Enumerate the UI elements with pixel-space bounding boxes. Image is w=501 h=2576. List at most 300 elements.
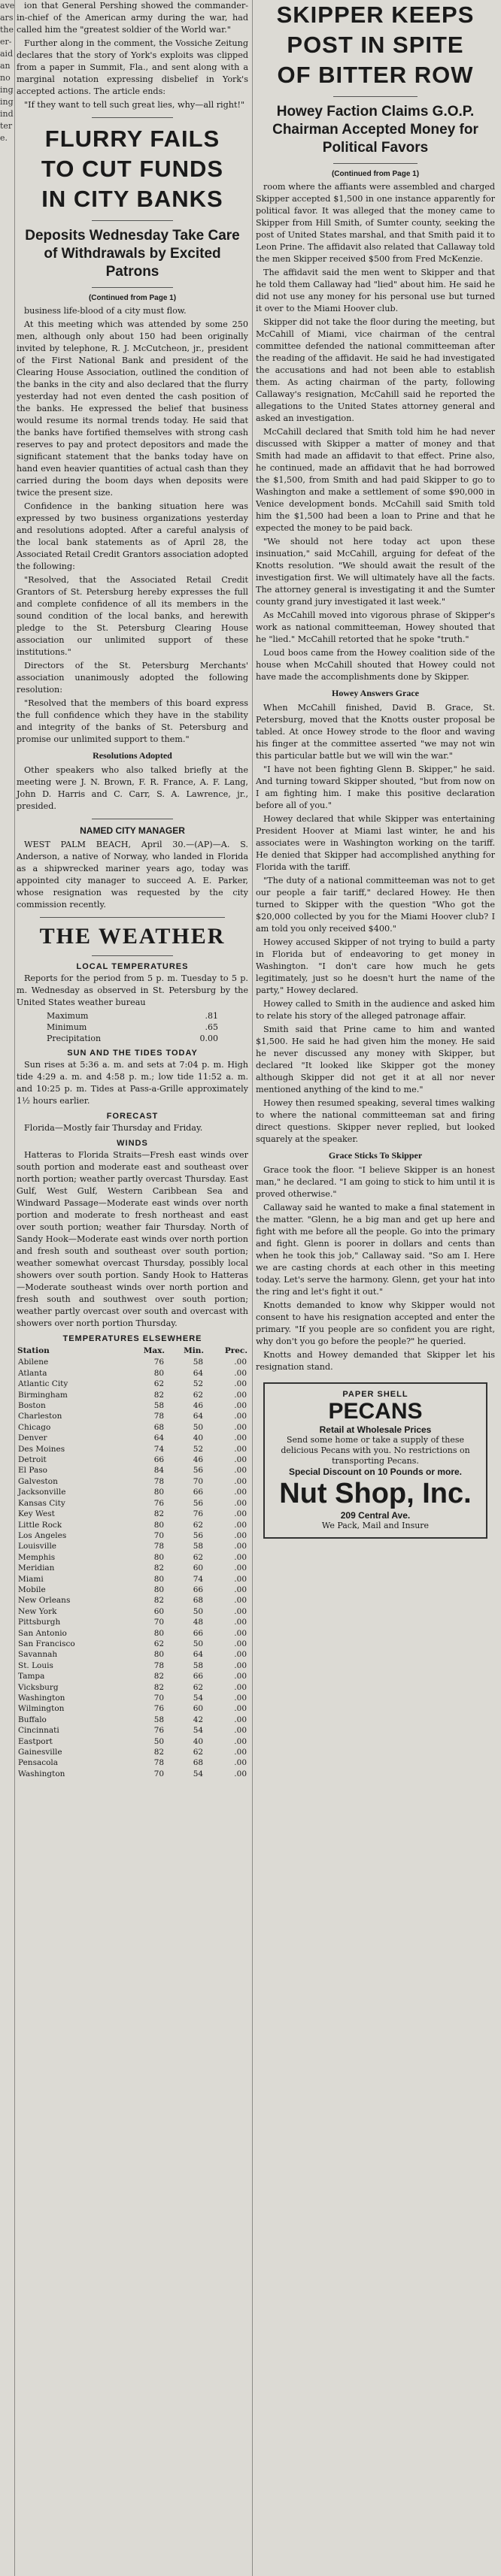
table-row [17, 1660, 248, 1671]
table-cell: St. Louis [18, 1660, 53, 1670]
table-cell: Pensacola [18, 1758, 59, 1768]
table-cell: .00 [234, 1736, 247, 1746]
paragraph: Directors of the St. Petersburg Merchants' association unanimously adopted the following resolution: [17, 661, 248, 695]
table-cell: Abilene [18, 1358, 49, 1367]
table-cell: .00 [234, 1520, 247, 1530]
paragraph: As McCahill moved into vigorous phrase of Skipper's work as national committeeman, Howey shouted that he "lied." McCahill retorted that he spoke "truth." [256, 610, 495, 644]
table-cell: Birmingham [18, 1390, 68, 1400]
table-row [17, 1411, 248, 1421]
table-cell: Denver [18, 1433, 47, 1443]
table-cell: 64 [193, 1412, 204, 1421]
table-cell: Washington [18, 1769, 65, 1778]
table-cell: .00 [234, 1390, 247, 1400]
flurry-article-body [17, 305, 248, 746]
table-cell: 78 [153, 1542, 165, 1551]
table-cell: Mobile [18, 1585, 46, 1594]
stub-line: ing [0, 85, 14, 95]
table-row [17, 1400, 248, 1411]
table-cell: 66 [193, 1488, 204, 1497]
table-row [17, 1628, 248, 1639]
skipper-article-body-b [256, 702, 495, 1146]
paragraph: "We should not here today act upon these insinuation," said McCahill, arguing for defeat of the Knotts resolution. "We should await the result of the investigation first. We will ultimately have all the facts. The attorney general is investigating it and the Sumter county grand jury investigated it last week." [256, 537, 495, 607]
ad-address: 209 Central Ave. [340, 1510, 411, 1521]
table-cell: San Francisco [18, 1639, 75, 1648]
paragraph: business life-blood of a city must flow. [24, 306, 187, 316]
winds-body: Hatteras to Florida Straits—Fresh east winds over south portion and moderate east and southeast over north portion; weather partly overcast Thursday. East Gulf, West Gulf, Western Caribbean Sea and Windward Passage—Moderate east winds over north portion and moderate to fresh northeast and east over south portion; weather fair Thursday. North of Sandy Hook—Moderate east winds over north portion and fresh south and southeast over south portion; weather somewhat overcast Thursday, possibly local showers over south portion. Sandy Hook to Hatteras—Moderate southeast winds over north portion and fresh south and southwest over south portion; weather partly overcast over south and overcast with showers over north portion Thursday. [17, 1150, 248, 1328]
column-rule-left [14, 0, 15, 2576]
table-cell: Miami [18, 1574, 44, 1584]
local-temps-head: LOCAL TEMPERATURES [76, 962, 189, 971]
table-cell: Los Angeles [18, 1530, 67, 1540]
stub-line: ter [0, 121, 13, 131]
divider [40, 917, 225, 918]
table-row [17, 1671, 248, 1682]
table-cell: .00 [234, 1660, 247, 1670]
table-cell: Detroit [18, 1455, 47, 1465]
table-cell: 66 [153, 1455, 165, 1465]
paragraph: WEST PALM BEACH, April 30.—(AP)—A. S. Anderson, a native of Norway, who landed in Florida as a shipwrecked mariner years ago, today was appointed city manager to succeed A. E. Parker, whose resignation was requested by the city commission recently. [17, 840, 248, 910]
headline-line: FLURRY FAILS [44, 126, 220, 152]
table-cell: .00 [234, 1574, 247, 1584]
table-row [17, 1433, 248, 1443]
weather-title: THE WEATHER [39, 924, 226, 949]
middle-column [17, 0, 248, 2576]
table-row [17, 1757, 248, 1768]
table-cell: .00 [234, 1422, 247, 1432]
table-cell: Tampa [18, 1672, 45, 1682]
table-row [17, 1465, 248, 1476]
table-cell: 50 [193, 1422, 204, 1432]
flurry-headline [17, 124, 248, 214]
flurry-subhead: Deposits Wednesday Take Care of Withdrawals by Excited Patrons [25, 228, 240, 280]
table-cell: 70 [153, 1769, 165, 1778]
table-row [17, 1736, 248, 1747]
temp-stats [17, 1010, 248, 1044]
table-cell: 58 [193, 1660, 204, 1670]
table-cell: 80 [153, 1368, 165, 1378]
table-cell: .00 [234, 1650, 247, 1660]
table-cell: 70 [153, 1618, 165, 1627]
table-row [17, 1422, 248, 1433]
resolutions-paragraph: Other speakers who also talked briefly at the meeting were J. N. Brown, F. R. France, A. F. Lang, John D. Harris and C. Carr, S. A. Lawrence, jr., presided. [17, 765, 248, 811]
sun-tides-head: SUN AND THE TIDES TODAY [67, 1049, 198, 1058]
stub-line: the [0, 25, 14, 35]
skipper-article-body-a [256, 181, 495, 683]
resolutions-subhead: Resolutions Adopted [93, 750, 172, 761]
table-cell: .00 [234, 1488, 247, 1497]
continued-line: (Continued from Page 1) [331, 170, 420, 178]
table-cell: 40 [193, 1433, 204, 1443]
table-cell: Atlantic City [18, 1379, 68, 1389]
column-header: Prec. [224, 1346, 247, 1355]
paragraph: Confidence in the banking situation here was expressed by two business organizations yesterday and resolutions adopted. After a careful analysis of the local bank statements as of April 28, the Associated Retail Credit Grantors association adopted the following: [17, 501, 248, 571]
table-cell: 80 [153, 1585, 165, 1594]
table-cell: 74 [153, 1444, 165, 1454]
divider [333, 163, 417, 164]
table-cell: .00 [234, 1358, 247, 1367]
table-cell: 60 [193, 1704, 204, 1714]
stub-line: no [0, 73, 11, 83]
table-cell: 80 [153, 1488, 165, 1497]
table-cell: .00 [234, 1758, 247, 1768]
table-cell: Savannah [18, 1650, 58, 1660]
table-cell: .00 [234, 1476, 247, 1486]
table-cell: 40 [193, 1736, 204, 1746]
table-cell: 58 [153, 1715, 165, 1724]
paragraph: room where the affiants were assembled and charged Skipper accepted $1,500 in one instance apparently for political favor. It was alleged that the money came to Skipper from Hill Smith, of Sumter county, seeking the post of United States marshal, and that Smith paid it to Leon Prine. The affidavit also related that Callaway told the men Skipper received $500 from Fred McKenzie. [256, 182, 495, 264]
table-cell: New Orleans [18, 1596, 71, 1606]
stub-line: ars [0, 13, 14, 23]
table-row [17, 1379, 248, 1389]
table-row [17, 1606, 248, 1617]
headline-line: OF BITTER ROW [277, 62, 474, 88]
table-cell: 66 [193, 1672, 204, 1682]
table-cell: 76 [153, 1358, 165, 1367]
sun-tides-body: Sun rises at 5:36 a. m. and sets at 7:04 p. m. High tide 4:29 a. m. and 4:58 p. m.; low tide 11:52 a. m. and 10:25 p. m. Tides at Pass-a-Grille approximately 1½ hours earlier. [17, 1060, 248, 1106]
stub-line: ind [0, 109, 14, 119]
table-row [17, 1357, 248, 1367]
table-cell: San Antonio [18, 1628, 67, 1638]
paragraph: The affidavit said the men went to Skipper and that he told them Callaway had "lied" about him. He said he did not use any money for his personal use but turned it over to the Miami Hoover club. [256, 268, 495, 313]
paragraph: Howey accused Skipper of not trying to build a party in Florida but of endeavoring to get money in Washington. "I don't care how much he gets legitimately, just so he doesn't hurt the name of the party," Howey declared. [256, 937, 495, 995]
table-cell: .00 [234, 1444, 247, 1454]
table-cell: 70 [153, 1694, 165, 1703]
table-cell: 80 [153, 1552, 165, 1562]
table-cell: 78 [153, 1412, 165, 1421]
table-cell: Cincinnati [18, 1726, 59, 1736]
paragraph: "I have not been fighting Glenn B. Skipper," he said. And turning toward Skipper shouted, "but from now on I am fighting him. I make this positive declaration before all of you." [256, 764, 495, 810]
table-cell: Meridian [18, 1563, 55, 1573]
table-cell: .00 [234, 1748, 247, 1757]
table-cell: .00 [234, 1368, 247, 1378]
table-cell: .00 [234, 1606, 247, 1616]
table-cell: 62 [153, 1639, 165, 1648]
table-cell: 50 [193, 1639, 204, 1648]
table-row [17, 1703, 248, 1714]
table-cell: 52 [193, 1379, 204, 1389]
table-cell: 80 [153, 1628, 165, 1638]
table-cell: 76 [193, 1509, 204, 1519]
table-row [17, 1715, 248, 1725]
continued-line: (Continued from Page 1) [88, 294, 177, 302]
table-row [17, 1520, 248, 1530]
table-cell: 48 [193, 1618, 204, 1627]
table-row [17, 1368, 248, 1379]
column-header: Min. [184, 1346, 205, 1355]
table-cell: El Paso [18, 1466, 47, 1476]
paragraph: McCahill declared that Smith told him he had never discussed with Skipper a matter of money and that Smith had made an affidavit to that effect. Prine also, he continued, made an affidavit that he had borrowed the $1,500, from Smith and had paid Skipper to go to Washington and make a settlement of some $90,000 in Venice development bonds. McCahill said Smith told him the $1,500 had been a loan to Prine and that he expected the money to be paid back. [256, 427, 495, 533]
table-cell: .00 [234, 1466, 247, 1476]
right-column [256, 0, 495, 2576]
table-cell: 80 [153, 1574, 165, 1584]
divider [92, 220, 173, 221]
table-cell: 82 [153, 1390, 165, 1400]
stub-lines [0, 0, 15, 143]
table-row [17, 1487, 248, 1497]
table-cell: .00 [234, 1585, 247, 1594]
table-cell: Chicago [18, 1422, 51, 1432]
table-cell: 82 [153, 1672, 165, 1682]
divider [92, 287, 173, 288]
table-cell: 62 [193, 1748, 204, 1757]
york-story-continuation [17, 0, 248, 111]
table-cell: 82 [153, 1509, 165, 1519]
table-cell: Memphis [18, 1552, 56, 1562]
table-cell: 62 [193, 1682, 204, 1692]
table-cell: .00 [234, 1563, 247, 1573]
table-row [17, 1639, 248, 1649]
table-cell: 68 [193, 1758, 204, 1768]
paragraph: Further along in the comment, the Vossiche Zeitung declares that the story of York's exploits was clipped from a paper in Summit, Fla., and sent along with a marginal notation expressing disbelief in York's accepted actions. The article ends: [17, 38, 248, 96]
skipper-article-body-c [256, 1164, 495, 1373]
table-row [17, 1585, 248, 1595]
table-cell: Galveston [18, 1476, 58, 1486]
ad-retail: Retail at Wholesale Prices [319, 1424, 432, 1435]
table-cell: 78 [153, 1660, 165, 1670]
table-cell: 56 [193, 1530, 204, 1540]
table-cell: .00 [234, 1769, 247, 1778]
table-cell: 76 [153, 1704, 165, 1714]
table-row [17, 1498, 248, 1509]
table-cell: 74 [193, 1574, 204, 1584]
table-cell: .00 [234, 1412, 247, 1421]
table-cell: Gainesville [18, 1748, 62, 1757]
city-manager-body [17, 839, 248, 911]
ad-pecans: PECANS [328, 1399, 423, 1424]
temp-stat-value: .81 [205, 1011, 218, 1021]
paragraph: Howey called to Smith in the audience and asked him to relate his story of the alleged patronage affair. [256, 999, 495, 1021]
skipper-headline [256, 0, 495, 90]
table-cell: 80 [153, 1520, 165, 1530]
city-manager-headline: NAMED CITY MANAGER [80, 825, 185, 836]
ad-special: Special Discount on 10 Pounds or more. [288, 1467, 463, 1477]
table-cell: .00 [234, 1509, 247, 1519]
temps-elsewhere-head: TEMPERATURES ELSEWHERE [62, 1334, 202, 1343]
table-cell: Jacksonville [18, 1488, 66, 1497]
table-cell: 64 [193, 1368, 204, 1378]
table-row [17, 1725, 248, 1736]
table-cell: .00 [234, 1726, 247, 1736]
table-cell: 54 [193, 1726, 204, 1736]
divider [92, 117, 173, 118]
table-cell: Charleston [18, 1412, 62, 1421]
paragraph: Callaway said he wanted to make a final statement in the matter. "Glenn, he a big man and get up here and fight with me before all the people. Go into the primary and fight. Glenn is poorer in dollars and cents than when he took this job," Callaway said. "So am I. Here we are casting chords at each other in this meeting today. Let's serve the harmony. Glenn, get your hat into the ring and let's fight it out." [256, 1203, 495, 1297]
winds-head: WINDS [117, 1139, 148, 1148]
table-cell: .00 [234, 1498, 247, 1508]
paragraph: Howey then resumed speaking, several times walking to where the national committeeman sat and firing direct questions. Skipper never replied, but looked squarely at the speaker. [256, 1098, 495, 1144]
skipper-subhead: Howey Faction Claims G.O.P. Chairman Accepted Money for Political Favors [272, 104, 478, 156]
table-cell: 64 [153, 1433, 165, 1443]
table-row [17, 1530, 248, 1541]
stub-line: ave [0, 1, 15, 11]
table-cell: Eastport [18, 1736, 53, 1746]
table-row [17, 1390, 248, 1400]
headline-line: SKIPPER KEEPS [276, 2, 475, 28]
table-cell: .00 [234, 1704, 247, 1714]
table-cell: 54 [193, 1769, 204, 1778]
table-header-row [17, 1345, 248, 1357]
table-cell: 76 [153, 1498, 165, 1508]
table-cell: 54 [193, 1694, 204, 1703]
table-cell: 42 [193, 1715, 204, 1724]
table-cell: .00 [234, 1682, 247, 1692]
table-row [17, 1454, 248, 1465]
local-temps-body: Reports for the period from 5 p. m. Tuesday to 5 p. m. Wednesday as observed in St. Petersburg by the United States weather bureau [17, 973, 248, 1007]
table-row [17, 1747, 248, 1757]
stub-line: ing [0, 97, 14, 107]
temp-stat-row [17, 1022, 248, 1033]
table-cell: 46 [193, 1401, 204, 1411]
table-cell: 58 [153, 1401, 165, 1411]
table-cell: 84 [153, 1466, 165, 1476]
table-cell: .00 [234, 1628, 247, 1638]
table-row [17, 1541, 248, 1551]
temp-stat-row [17, 1033, 248, 1044]
headline-line: POST IN SPITE [287, 32, 464, 58]
table-cell: Washington [18, 1694, 65, 1703]
table-cell: Boston [18, 1401, 46, 1411]
table-cell: .00 [234, 1639, 247, 1648]
paragraph: Howey declared that while Skipper was entertaining President Hoover at Miami last winter, he and his associates were in Washington working on the tariff. He denied that Skipper had accomplished anything for Florida with the tariff. [256, 814, 495, 872]
table-cell: 58 [193, 1358, 204, 1367]
table-cell: 68 [193, 1596, 204, 1606]
paragraph: Loud boos came from the Howey coalition side of the house when McCahill shouted that Howey could not have made the accomplishments done by Skipper. [256, 648, 495, 682]
table-cell: 78 [153, 1758, 165, 1768]
table-cell: 70 [153, 1530, 165, 1540]
forecast-head: FORECAST [106, 1112, 159, 1121]
paragraph: Skipper did not take the floor during the meeting, but McCahill of Miami, vice chairman of the central committee defended the national committeeman after the reading of the affidavit. He said he had investigated the accusations and had not been able to establish them. As acting chairman of the party, following Callaway's resignation, McCahill said he reported the allegations to the United States attorney general and asked an investigation. [256, 317, 495, 423]
table-cell: 78 [153, 1476, 165, 1486]
table-row [17, 1649, 248, 1660]
paragraph: ion that General Pershing showed the commander-in-chief of the American army during the war, had called him the "greatest soldier of the World war." [17, 1, 248, 35]
stub-line: an [0, 61, 11, 71]
table-cell: Pittsburgh [18, 1618, 61, 1627]
table-cell: .00 [234, 1542, 247, 1551]
table-cell: 60 [153, 1606, 165, 1616]
table-row [17, 1595, 248, 1606]
paragraph: "The duty of a national committeeman was not to get our people a fair tariff," declared Howey. He then turned to Skipper with the question "Who got the $20,000 collected by you for the Miami Hoover club? I am told you only received $400." [256, 876, 495, 934]
table-row [17, 1476, 248, 1487]
table-cell: 56 [193, 1466, 204, 1476]
table-cell: .00 [234, 1694, 247, 1703]
table-row [17, 1509, 248, 1519]
paragraph: "Resolved, that the Associated Retail Credit Grantors of St. Petersburg hereby expresses the full and complete confidence of all its members in the sound condition of the local banks, and herewith pledge to the St. Petersburg Clearing House association our unlimited support of these institutions." [17, 575, 248, 657]
column-header: Station [17, 1346, 50, 1355]
temp-stat-value: 0.00 [199, 1034, 218, 1043]
paragraph: When McCahill finished, David B. Grace, St. Petersburg, moved that the Knotts ouster proposal be tabled. At once Howey strode to the floor and waving his finger at the committee asserted "we may not win this particular battle but we will win the war." [256, 703, 495, 761]
table-row [17, 1552, 248, 1563]
temp-stat-label: Precipitation [47, 1034, 102, 1043]
table-body [17, 1357, 248, 1779]
headline-line: TO CUT FUNDS [41, 156, 224, 182]
column-header: Max. [143, 1346, 165, 1355]
table-cell: .00 [234, 1401, 247, 1411]
table-cell: 50 [153, 1736, 165, 1746]
table-row [17, 1617, 248, 1627]
table-cell: 62 [193, 1390, 204, 1400]
table-cell: 56 [193, 1498, 204, 1508]
paragraph: Grace took the floor. "I believe Skipper is an honest man," he declared. "I am going to stick to him until it is proved otherwise." [256, 1165, 495, 1199]
table-cell: 60 [193, 1563, 204, 1573]
table-cell: New York [18, 1606, 57, 1616]
table-cell: Des Moines [18, 1444, 65, 1454]
table-row [17, 1444, 248, 1454]
table-cell: Vicksburg [18, 1682, 59, 1692]
table-cell: 58 [193, 1542, 204, 1551]
table-cell: .00 [234, 1433, 247, 1443]
table-row [17, 1563, 248, 1573]
table-cell: 82 [153, 1563, 165, 1573]
table-cell: 62 [153, 1379, 165, 1389]
paragraph: Knotts demanded to know why Skipper would not consent to have his resignation accepted and enter the primary. "If you people are so confident you are right, why don't you go before the people?" he queried. [256, 1300, 495, 1346]
temp-stat-value: .65 [205, 1022, 218, 1032]
paragraph: At this meeting which was attended by some 250 men, although only about 150 had been originally invited by telephone, R. J. McCutcheon, jr., president of the First National Bank and president of the Clearing House Association, outlined the condition of the banks in the city and also declared that the flurry yesterday had not even dented the cash position of the banks. He expressed the belief that business would resume its normal trends today. He said that the banks have fortified themselves with strong cash reserves to pay and protect depositors and made the significant statement that the banks today have on hand even heavier quantities of actual cash than they carried during the boom days when deposits were twice the present size. [17, 319, 248, 498]
table-cell: 82 [153, 1596, 165, 1606]
table-cell: 82 [153, 1748, 165, 1757]
table-cell: .00 [234, 1530, 247, 1540]
table-cell: .00 [234, 1552, 247, 1562]
temp-stat-label: Maximum [47, 1011, 89, 1021]
table-cell: Kansas City [18, 1498, 65, 1508]
ad-shop-name: Nut Shop, Inc. [279, 1478, 472, 1509]
table-cell: 50 [193, 1606, 204, 1616]
headline-line: IN CITY BANKS [41, 186, 223, 212]
table-cell: Wilmington [18, 1704, 65, 1714]
ad-paper-shell: PAPER SHELL [342, 1390, 408, 1399]
table-cell: 80 [153, 1650, 165, 1660]
table-row [17, 1693, 248, 1703]
temps-elsewhere-table [17, 1345, 248, 1779]
divider [333, 96, 417, 97]
ad-pack: We Pack, Mail and Insure [321, 1521, 430, 1530]
stub-line: er- [0, 37, 12, 47]
ad-send-text: Send some home or take a supply of these delicious Pecans with you. No restrictions on transporting Pecans. [281, 1435, 470, 1466]
forecast-body: Florida—Mostly fair Thursday and Friday. [24, 1123, 203, 1133]
howey-answers-subhead: Howey Answers Grace [332, 688, 419, 698]
table-cell: .00 [234, 1379, 247, 1389]
table-cell: 64 [193, 1650, 204, 1660]
table-cell: 66 [193, 1585, 204, 1594]
table-cell: 62 [193, 1520, 204, 1530]
table-cell: 62 [193, 1552, 204, 1562]
table-cell: 82 [153, 1682, 165, 1692]
pecan-advertisement [263, 1382, 487, 1539]
table-cell: .00 [234, 1672, 247, 1682]
temp-stat-label: Minimum [47, 1022, 87, 1032]
temp-stat-row [17, 1010, 248, 1022]
table-cell: Little Rock [18, 1520, 62, 1530]
paragraph: Smith said that Prine came to him and wanted $1,500. He said he had given him the money. He said he never discussed any money with Skipper, but declared "It looked like Skipper got the money although Skipper did not get it at all nor never mentioned anything of the kind to me." [256, 1025, 495, 1094]
table-cell: .00 [234, 1618, 247, 1627]
table-cell: Key West [18, 1509, 55, 1519]
table-cell: 52 [193, 1444, 204, 1454]
table-row [17, 1769, 248, 1779]
table-row [17, 1682, 248, 1693]
table-cell: 66 [193, 1628, 204, 1638]
table-cell: 68 [153, 1422, 165, 1432]
table-cell: .00 [234, 1715, 247, 1724]
column-rule-center [252, 0, 253, 2576]
table-cell: 76 [153, 1726, 165, 1736]
table-cell: 70 [193, 1476, 204, 1486]
table-cell: Buffalo [18, 1715, 47, 1724]
table-cell: .00 [234, 1596, 247, 1606]
grace-sticks-subhead: Grace Sticks To Skipper [328, 1150, 423, 1161]
left-stub-column [0, 0, 14, 2576]
table-cell: 46 [193, 1455, 204, 1465]
table-cell: Louisville [18, 1542, 57, 1551]
table-row [17, 1574, 248, 1585]
